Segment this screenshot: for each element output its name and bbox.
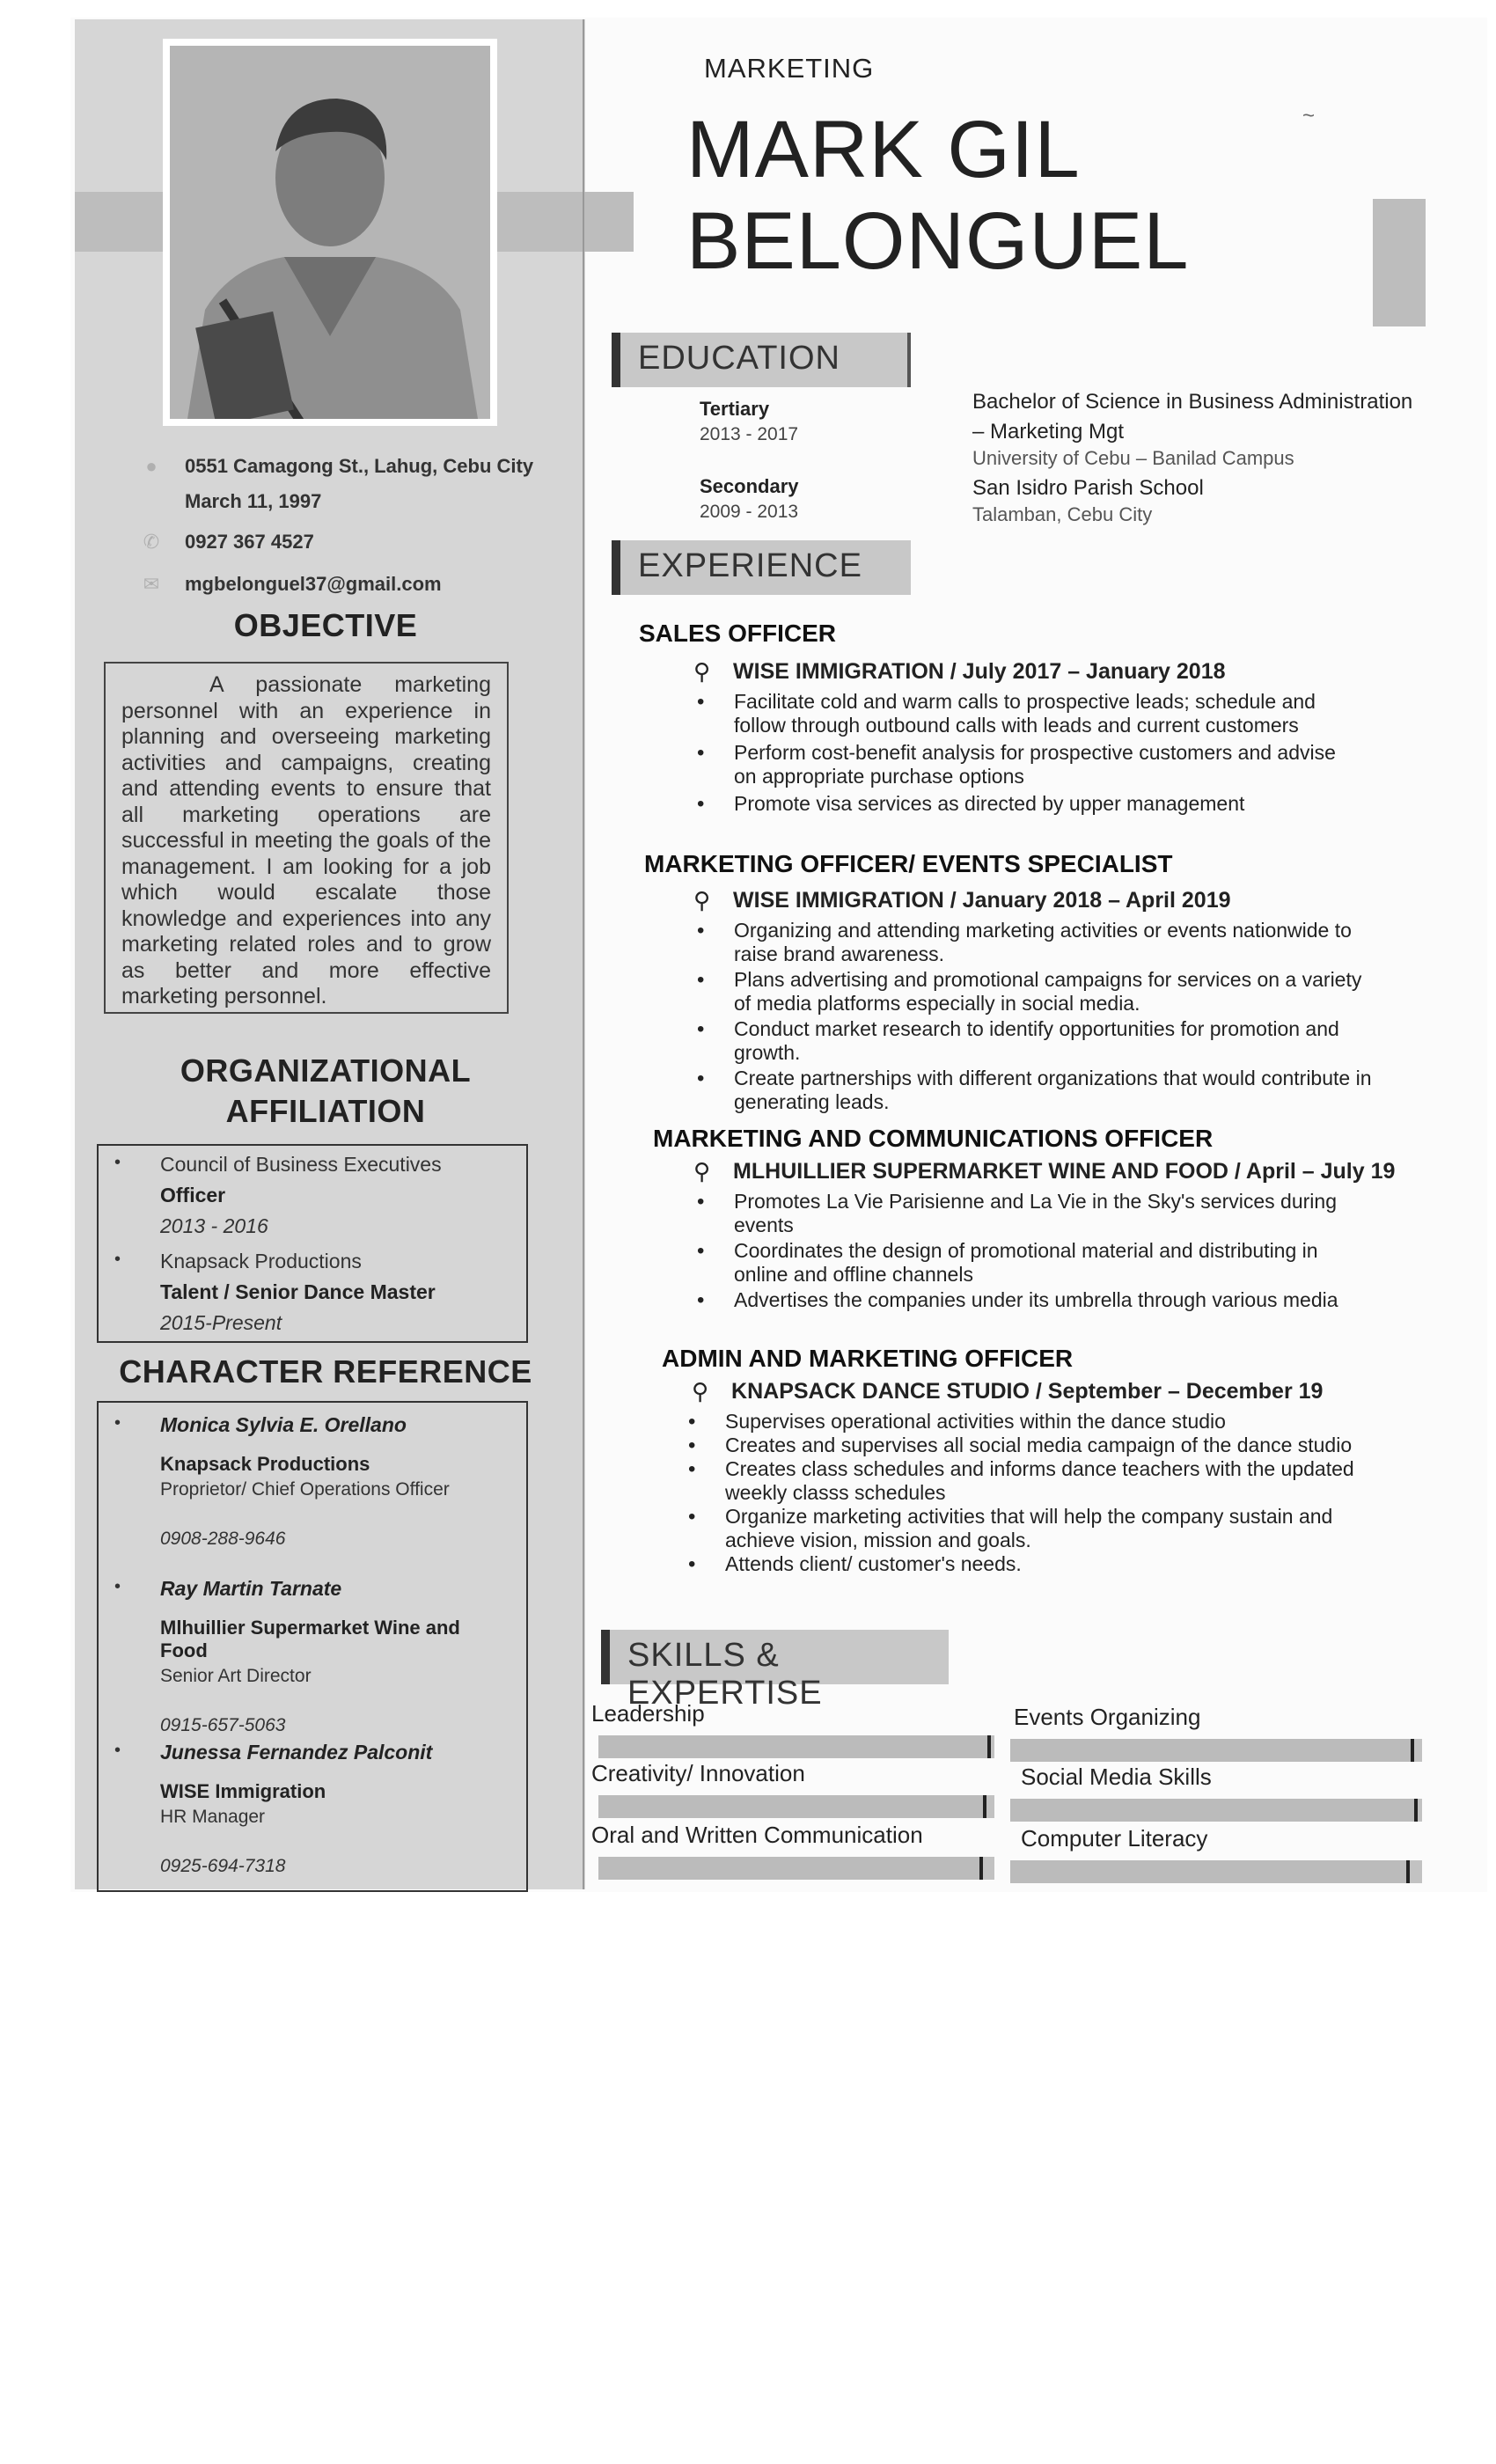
contact-email <box>141 568 572 600</box>
job-duties <box>683 1410 1369 1576</box>
skills-section-header <box>601 1630 949 1712</box>
objective-box <box>104 662 509 1014</box>
reference-title: Senior Art Director <box>160 1666 312 1686</box>
section-bar <box>612 333 620 387</box>
profile-photo <box>170 46 490 419</box>
location-icon: ● <box>145 455 158 477</box>
duty-item: • Facilitate cold and warm calls to prospective leads; schedule and follow through outbound calls with leads and current customers <box>692 690 1360 737</box>
reference-name: Junessa Fernandez Palconit <box>160 1741 433 1764</box>
job-org-text: WISE IMMIGRATION / January 2018 – April 2019 <box>733 888 1231 913</box>
skill-label: Events Organizing <box>1014 1704 1201 1730</box>
name-first: MARK GIL <box>686 105 1081 194</box>
job-org <box>693 887 1231 914</box>
skill-label: Computer Literacy <box>1021 1825 1208 1852</box>
section-bar <box>612 540 620 595</box>
job-org <box>692 1378 1323 1405</box>
job-title: MARKETING AND COMMUNICATIONS OFFICER <box>653 1125 1214 1152</box>
location-pin-icon: ⚲ <box>693 1158 711 1184</box>
duty-item: • Perform cost-benefit analysis for prospective customers and advise on appropriate purchase options <box>692 741 1360 788</box>
duty-item: • Creates and supervises all social media campaign of the dance studio <box>683 1434 1369 1457</box>
job-title: ADMIN AND MARKETING OFFICER <box>662 1345 1074 1372</box>
secondary-level: Secondary <box>700 475 799 497</box>
secondary-years: 2009 - 2013 <box>700 502 799 522</box>
affiliation-org: Council of Business Executives <box>160 1153 442 1176</box>
duty-item: • Organize marketing activities that will help the company sustain and achieve vision, mission and goals. <box>683 1505 1369 1552</box>
reference-org: Knapsack Productions <box>160 1453 370 1475</box>
duty-item: • Organizing and attending marketing activities or events nationwide to raise brand awareness. <box>692 919 1378 966</box>
affiliation-box <box>97 1144 528 1343</box>
duty-item: • Coordinates the design of promotional material and distributing in online and offline channels <box>692 1239 1360 1287</box>
phone-icon: ✆ <box>143 531 160 553</box>
affiliation-heading-line1: ORGANIZATIONAL <box>180 1052 472 1089</box>
skill-label: Social Media Skills <box>1021 1764 1212 1790</box>
job-org <box>693 1158 1395 1185</box>
duty-item: • Supervises operational activities within the dance studio <box>683 1410 1369 1434</box>
name-last: BELONGUEL <box>686 196 1190 286</box>
experience-section-header <box>612 540 911 595</box>
bullet-icon: • <box>114 1741 121 1760</box>
reference-org: WISE Immigration <box>160 1780 326 1802</box>
location-pin-icon: ⚲ <box>693 887 711 913</box>
reference-name: Monica Sylvia E. Orellano <box>160 1413 407 1436</box>
tertiary-school: University of Cebu – Banilad Campus <box>972 447 1294 469</box>
reference-item <box>114 1577 512 1736</box>
job-org-text: MLHUILLIER SUPERMARKET WINE AND FOOD / April – July 19 <box>733 1159 1396 1184</box>
portrait-illustration <box>170 46 490 419</box>
bullet-icon: • <box>114 1153 121 1172</box>
skill-label: Creativity/ Innovation <box>591 1760 805 1786</box>
job-org <box>693 658 1226 686</box>
skill-bar <box>598 1795 994 1818</box>
secondary-entry <box>700 475 799 523</box>
objective-text: A passionate marketing personnel with an experience in planning and overseeing marketing activities and campaigns, creating and attending events to ensure that all marketing operations are successful in meeting the goals of the management. I am looking for a job which would escalate those knowledge and experiences into any marketing related roles and to grow as better and more effective marketing personnel. <box>121 672 491 1008</box>
skill-bar-fill <box>1010 1860 1410 1883</box>
skill-bar <box>598 1857 994 1880</box>
education-details <box>972 387 1465 526</box>
duty-item: • Create partnerships with different organizations that would contribute in generating leads. <box>692 1067 1378 1114</box>
duty-item: • Creates class schedules and informs dance teachers with the updated weekly classs schedules <box>683 1457 1369 1505</box>
tertiary-entry <box>700 398 798 445</box>
reference-phone: 0925-694-7318 <box>160 1856 286 1876</box>
duty-item: • Promote visa services as directed by upper management <box>692 792 1360 816</box>
job-duties <box>692 919 1378 1114</box>
job-duties <box>692 690 1360 816</box>
duty-item: • Conduct market research to identify opportunities for promotion and growth. <box>692 1017 1378 1065</box>
skill-bar <box>1010 1860 1422 1883</box>
skill-bar-fill <box>598 1735 991 1758</box>
affiliation-role: Officer <box>160 1184 226 1206</box>
section-bar-end <box>907 333 911 387</box>
affiliation-years: 2015-Present <box>160 1311 282 1334</box>
bullet-icon: • <box>114 1413 121 1433</box>
skill-label: Leadership <box>591 1700 705 1727</box>
skill-label: Oral and Written Communication <box>591 1822 923 1848</box>
job-org-text: KNAPSACK DANCE STUDIO / September – December 19 <box>731 1379 1324 1404</box>
reference-org: Mlhuillier Supermarket Wine and Food <box>160 1617 460 1661</box>
email-text: mgbelonguel37@gmail.com <box>185 573 442 595</box>
objective-heading: OBJECTIVE <box>233 607 418 643</box>
education-heading: EDUCATION <box>638 340 840 377</box>
section-bar <box>601 1630 610 1684</box>
calendar-icon <box>141 491 162 512</box>
degree-line1: Bachelor of Science in Business Administration <box>972 390 1413 414</box>
bullet-icon: • <box>114 1250 121 1269</box>
skill-bar <box>1010 1739 1422 1762</box>
job-title: SALES OFFICER <box>639 620 837 647</box>
skill-bar-fill <box>598 1795 986 1818</box>
job-title: MARKETING OFFICER/ EVENTS SPECIALIST <box>644 850 1173 877</box>
reference-title: Proprietor/ Chief Operations Officer <box>160 1479 450 1500</box>
reference-phone: 0908-288-9646 <box>160 1529 286 1549</box>
reference-item <box>114 1741 512 1877</box>
location-pin-icon: ⚲ <box>693 658 711 685</box>
duty-item: • Advertises the companies under its umbrella through various media <box>692 1288 1360 1312</box>
experience-heading: EXPERIENCE <box>638 547 862 584</box>
skill-bar <box>598 1735 994 1758</box>
role-label: MARKETING <box>704 53 875 84</box>
birthdate-text: March 11, 1997 <box>185 490 322 512</box>
duty-item: • Plans advertising and promotional campaigns for services on a variety of media platforms especially in social media. <box>692 968 1378 1016</box>
references-heading: CHARACTER REFERENCE <box>119 1353 532 1390</box>
column-divider <box>583 19 584 1889</box>
job-duties <box>692 1190 1360 1312</box>
skill-bar <box>1010 1799 1422 1822</box>
affiliation-years: 2013 - 2016 <box>160 1214 268 1237</box>
contact-birthdate <box>141 486 572 517</box>
reference-name: Ray Martin Tarnate <box>160 1577 342 1600</box>
bullet-icon: • <box>114 1577 121 1596</box>
contact-phone <box>141 526 572 558</box>
secondary-school: San Isidro Parish School <box>972 476 1204 500</box>
email-icon: ✉ <box>143 573 160 595</box>
duty-item: • Attends client/ customer's needs. <box>683 1552 1369 1576</box>
references-box <box>97 1401 528 1892</box>
reference-phone: 0915-657-5063 <box>160 1715 286 1735</box>
tertiary-years: 2013 - 2017 <box>700 424 799 444</box>
secondary-location: Talamban, Cebu City <box>972 503 1153 525</box>
affiliation-item <box>114 1153 512 1238</box>
right-accent-block <box>1373 199 1426 326</box>
affiliation-item <box>114 1250 512 1335</box>
phone-text: 0927 367 4527 <box>185 531 314 553</box>
skill-bar-fill <box>1010 1799 1418 1822</box>
skill-bar-fill <box>1010 1739 1414 1762</box>
tertiary-level: Tertiary <box>700 398 770 420</box>
affiliation-role: Talent / Senior Dance Master <box>160 1280 436 1303</box>
skill-bar-fill <box>598 1857 983 1880</box>
education-section-header <box>612 333 911 387</box>
affiliation-heading-line2: AFFILIATION <box>225 1093 426 1129</box>
degree-line2: – Marketing Mgt <box>972 420 1125 444</box>
scan-mark: ~ <box>1302 104 1316 128</box>
address-text: 0551 Camagong St., Lahug, Cebu City <box>185 455 534 477</box>
duty-item: • Promotes La Vie Parisienne and La Vie in the Sky's services during events <box>692 1190 1360 1237</box>
job-org-text: WISE IMMIGRATION / July 2017 – January 2018 <box>733 659 1226 684</box>
contact-address <box>141 451 572 482</box>
skills-heading: SKILLS & EXPERTISE <box>627 1637 823 1712</box>
reference-item <box>114 1413 512 1550</box>
location-pin-icon: ⚲ <box>692 1378 709 1404</box>
reference-title: HR Manager <box>160 1807 266 1827</box>
affiliation-org: Knapsack Productions <box>160 1250 362 1272</box>
